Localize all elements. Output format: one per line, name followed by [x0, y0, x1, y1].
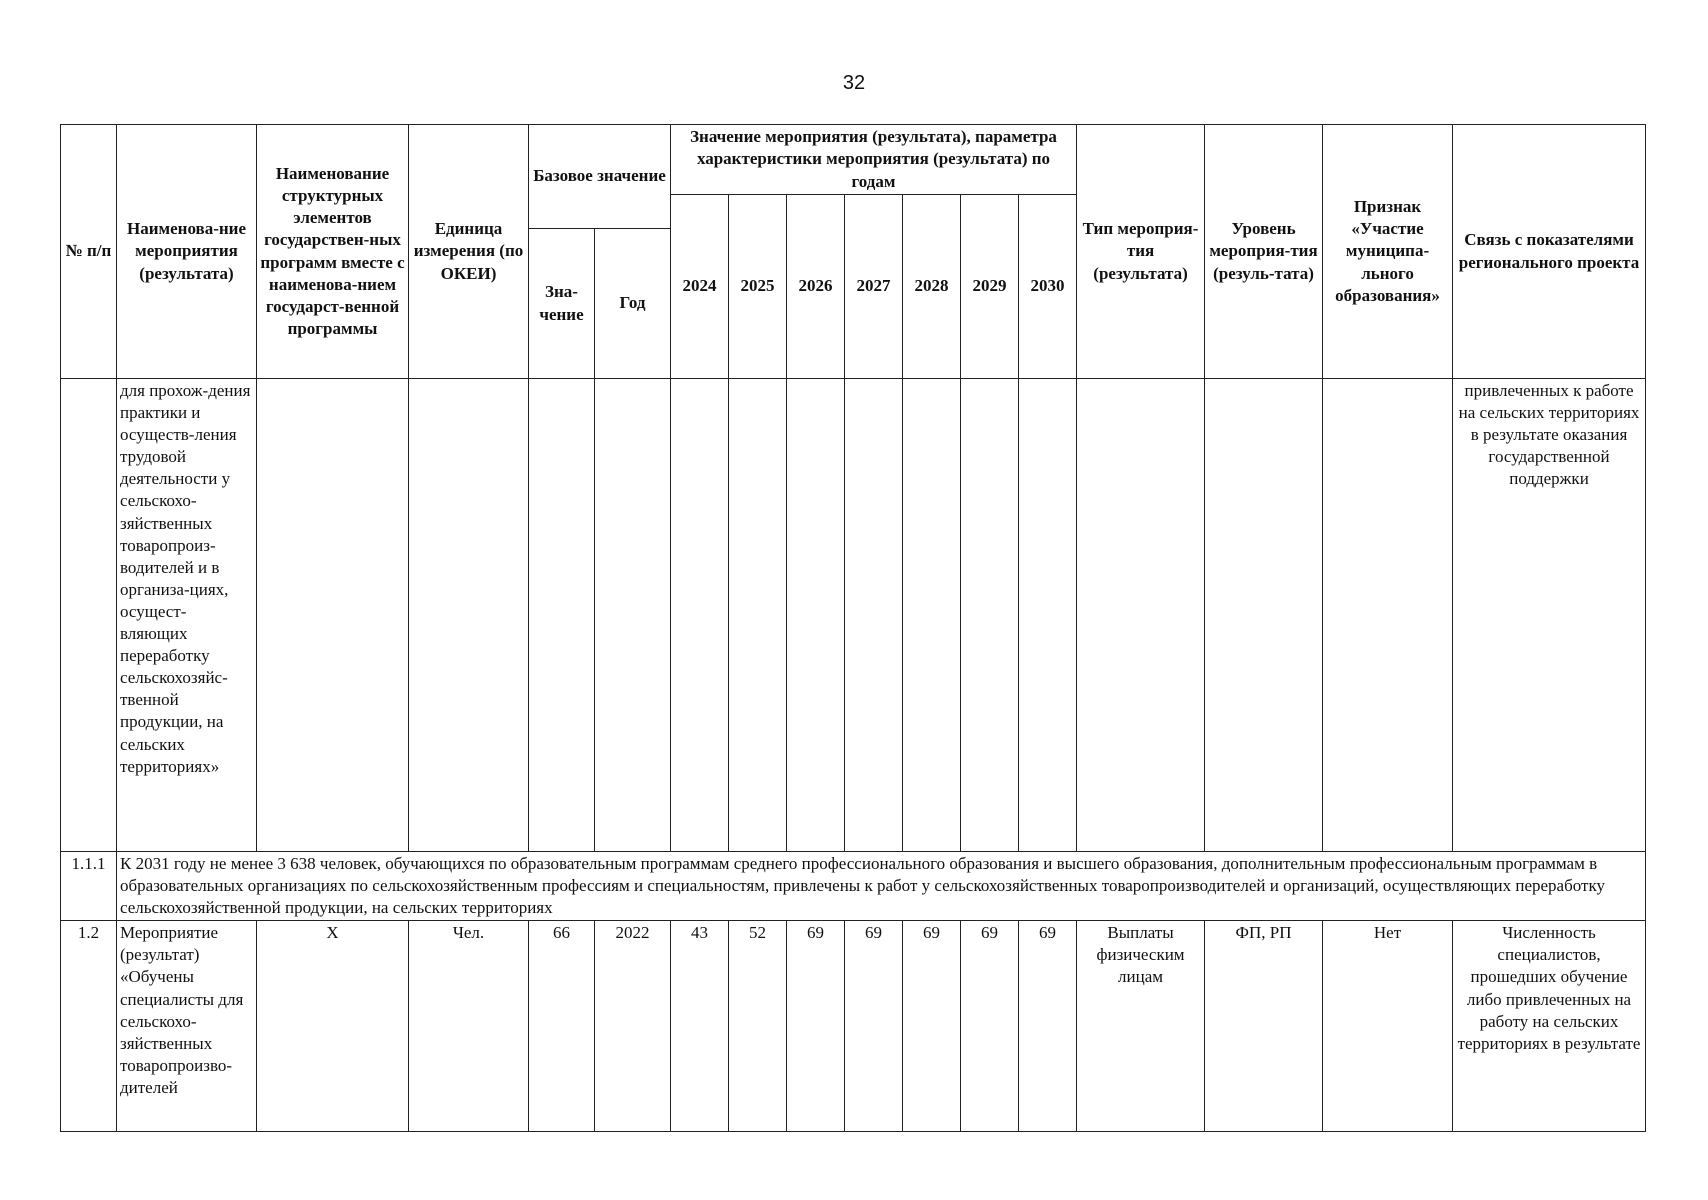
row-1-2-2030: 69	[1019, 921, 1077, 1132]
header-base-year: Год	[595, 229, 671, 379]
row-1-2-link: Численность специалистов, прошедших обучение либо привлеченных на работу на сельских территориях в результате	[1453, 921, 1646, 1132]
header-base-value: Зна-чение	[529, 229, 595, 379]
cont-unit	[409, 379, 529, 852]
header-name: Наименова-ние мероприятия (результата)	[117, 125, 257, 379]
row-1-2-2024: 43	[671, 921, 729, 1132]
header-link: Связь с показателями регионального проекта	[1453, 125, 1646, 379]
table-row-1-2	[61, 921, 1646, 1132]
row-1-2-2025: 52	[729, 921, 787, 1132]
header-values-group: Значение мероприятия (результата), параметра характеристики мероприятия (результата) по годам	[671, 125, 1077, 195]
row-1-2-level: ФП, РП	[1205, 921, 1323, 1132]
header-year-2028: 2028	[903, 195, 961, 379]
header-year-2026: 2026	[787, 195, 845, 379]
cont-2027	[845, 379, 903, 852]
cont-struct	[257, 379, 409, 852]
measures-table	[60, 124, 1646, 1132]
row-1-2-base-value: 66	[529, 921, 595, 1132]
row-1-2-2026: 69	[787, 921, 845, 1132]
cont-2026	[787, 379, 845, 852]
table-row-continuation	[61, 379, 1646, 852]
cont-level	[1205, 379, 1323, 852]
header-unit: Единица измерения (по ОКЕИ)	[409, 125, 529, 379]
header-level: Уровень мероприя-тия (резуль-тата)	[1205, 125, 1323, 379]
row-1-1-1-num: 1.1.1	[61, 852, 117, 921]
row-1-2-type: Выплаты физическим лицам	[1077, 921, 1205, 1132]
row-1-2-2029: 69	[961, 921, 1019, 1132]
header-year-2024: 2024	[671, 195, 729, 379]
cont-link: привлеченных к работе на сельских территориях в результате оказания государственной поддержки	[1453, 379, 1646, 852]
row-1-2-base-year: 2022	[595, 921, 671, 1132]
row-1-2-municipal: Нет	[1323, 921, 1453, 1132]
cont-2025	[729, 379, 787, 852]
header-type: Тип мероприя-тия (результата)	[1077, 125, 1205, 379]
header-year-2029: 2029	[961, 195, 1019, 379]
cont-base-value	[529, 379, 595, 852]
cont-2028	[903, 379, 961, 852]
cont-2029	[961, 379, 1019, 852]
row-1-2-name: Мероприятие (результат) «Обучены специалисты для сельскохо-зяйственных товаропроизво-дителей	[117, 921, 257, 1132]
row-1-2-num: 1.2	[61, 921, 117, 1132]
row-1-1-1-text: К 2031 году не менее 3 638 человек, обучающихся по образовательным программам среднего профессионального образования и высшего образования, дополнительным профессиональным программам в образовательных организациях по сельскохозяйственным профессиям и специальностям, привлечены к работ у сельскохозяйственных товаропроизводителей и организаций, осуществляющих переработку сельскохозяйственной продукции, на сельских территориях	[117, 852, 1646, 921]
header-base: Базовое значение	[529, 125, 671, 229]
cont-municipal	[1323, 379, 1453, 852]
cont-base-year	[595, 379, 671, 852]
page-number: 32	[842, 72, 866, 94]
cont-num	[61, 379, 117, 852]
table-row-1-1-1	[61, 852, 1646, 921]
cont-name: для прохож-дения практики и осуществ-ления трудовой деятельности у сельскохо-зяйственных товаропроиз-водителей и в организа-циях, осущест-вляющих переработку сельскохозяйс-твенной продукции, на сельских территориях»	[117, 379, 257, 852]
header-year-2030: 2030	[1019, 195, 1077, 379]
header-year-2027: 2027	[845, 195, 903, 379]
cont-type	[1077, 379, 1205, 852]
header-year-2025: 2025	[729, 195, 787, 379]
row-1-2-unit: Чел.	[409, 921, 529, 1132]
row-1-2-2027: 69	[845, 921, 903, 1132]
row-1-2-2028: 69	[903, 921, 961, 1132]
cont-2024	[671, 379, 729, 852]
header-struct: Наименование структурных элементов государствен-ных программ вместе с наименова-нием государст-венной программы	[257, 125, 409, 379]
cont-2030	[1019, 379, 1077, 852]
header-num: № п/п	[61, 125, 117, 379]
header-municipal: Признак «Участие муниципа-льного образования»	[1323, 125, 1453, 379]
row-1-2-struct: Х	[257, 921, 409, 1132]
